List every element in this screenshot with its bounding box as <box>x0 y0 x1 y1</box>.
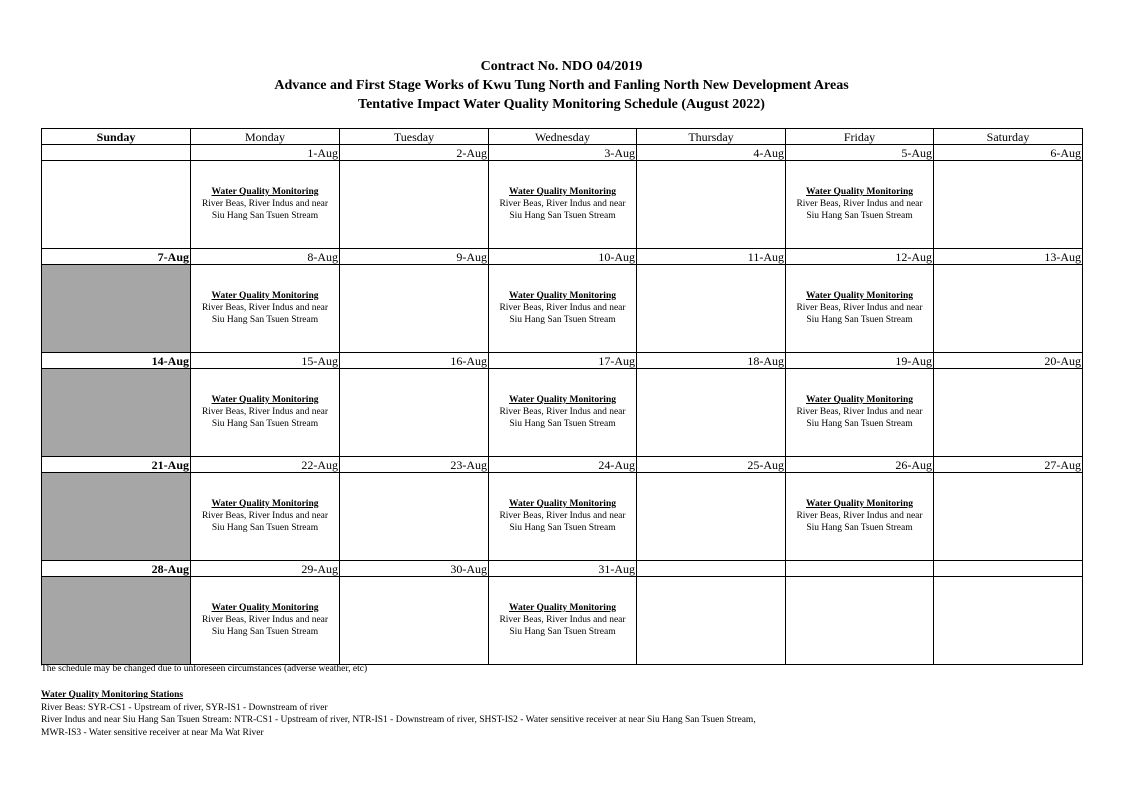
week-date-row <box>42 457 1083 473</box>
monitoring-event <box>191 577 339 638</box>
event-location: Siu Hang San Tsuen Stream <box>211 315 319 325</box>
station-line: River Beas: SYR-CS1 - Upstream of river, SYR-IS1 - Downstream of river <box>41 702 328 713</box>
week-date-row <box>42 145 1083 161</box>
day-cell <box>786 161 934 249</box>
day-cell <box>934 161 1083 249</box>
event-location: River Beas, River Indus and near <box>796 303 923 313</box>
event-title: Water Quality Monitoring <box>211 395 319 405</box>
day-cell <box>191 265 340 353</box>
day-cell <box>489 369 637 457</box>
day-date: 11-Aug <box>637 249 786 265</box>
day-cell <box>637 265 786 353</box>
monitoring-event <box>786 161 933 222</box>
event-location: River Beas, River Indus and near <box>499 407 626 417</box>
day-date: 26-Aug <box>786 457 934 473</box>
day-cell <box>340 577 489 665</box>
monitoring-event <box>786 265 933 326</box>
day-cell <box>786 473 934 561</box>
weekday-header: Wednesday <box>489 129 637 145</box>
day-cell <box>340 369 489 457</box>
day-date: 17-Aug <box>489 353 637 369</box>
event-location: Siu Hang San Tsuen Stream <box>806 211 913 221</box>
monitoring-event <box>489 265 636 326</box>
day-cell <box>637 161 786 249</box>
day-date <box>934 561 1083 577</box>
day-date <box>786 561 934 577</box>
day-cell <box>489 473 637 561</box>
day-date: 10-Aug <box>489 249 637 265</box>
day-cell <box>934 473 1083 561</box>
event-location: River Beas, River Indus and near <box>201 407 329 417</box>
day-cell <box>489 161 637 249</box>
day-date: 4-Aug <box>637 145 786 161</box>
day-cell <box>934 265 1083 353</box>
event-title: Water Quality Monitoring <box>211 603 319 613</box>
day-cell <box>191 161 340 249</box>
event-location: Siu Hang San Tsuen Stream <box>211 627 319 637</box>
day-cell <box>191 473 340 561</box>
event-location: River Beas, River Indus and near <box>796 407 923 417</box>
event-location: River Beas, River Indus and near <box>201 199 329 209</box>
week-date-row <box>42 353 1083 369</box>
weekday-header: Friday <box>786 129 934 145</box>
monitoring-event <box>191 265 339 326</box>
day-date: 28-Aug <box>42 561 191 577</box>
event-location: Siu Hang San Tsuen Stream <box>211 419 319 429</box>
event-title: Water Quality Monitoring <box>806 187 913 197</box>
event-location: River Beas, River Indus and near <box>499 199 626 209</box>
event-location: Siu Hang San Tsuen Stream <box>211 211 319 221</box>
day-cell <box>42 265 191 353</box>
day-date <box>42 145 191 161</box>
station-line: River Indus and near Siu Hang San Tsuen Stream: NTR-CS1 - Upstream of river, NTR-IS1 - Downstream of river, SHST-IS2 - Water sensitive receiver at near Siu Hang San Tsuen Stream, <box>41 715 756 725</box>
day-cell <box>637 577 786 665</box>
weekday-header: Monday <box>191 129 340 145</box>
event-location: Siu Hang San Tsuen Stream <box>509 419 616 429</box>
schedule-note: The schedule may be changed due to unforeseen circumstances (adverse weather, etc) <box>41 664 368 674</box>
day-cell <box>42 161 191 249</box>
event-title: Water Quality Monitoring <box>509 291 616 301</box>
schedule-header <box>0 57 1123 114</box>
day-date: 7-Aug <box>42 249 191 265</box>
event-location: River Beas, River Indus and near <box>499 303 626 313</box>
event-title: Water Quality Monitoring <box>211 499 319 509</box>
day-date: 20-Aug <box>934 353 1083 369</box>
day-date: 12-Aug <box>786 249 934 265</box>
day-date: 24-Aug <box>489 457 637 473</box>
day-date: 5-Aug <box>786 145 934 161</box>
day-date: 22-Aug <box>191 457 340 473</box>
event-title: Water Quality Monitoring <box>211 187 319 197</box>
day-cell <box>42 473 191 561</box>
day-date: 6-Aug <box>934 145 1083 161</box>
day-cell <box>786 577 934 665</box>
week-body-row <box>42 369 1083 457</box>
week-date-row <box>42 561 1083 577</box>
day-cell <box>340 265 489 353</box>
week-body-row <box>42 161 1083 249</box>
day-date <box>637 561 786 577</box>
day-cell <box>637 473 786 561</box>
day-date: 31-Aug <box>489 561 637 577</box>
weekday-header: Tuesday <box>340 129 489 145</box>
event-title: Water Quality Monitoring <box>509 603 616 613</box>
contract-number: Contract No. NDO 04/2019 <box>480 59 643 74</box>
event-title: Water Quality Monitoring <box>509 187 616 197</box>
day-date: 1-Aug <box>191 145 340 161</box>
event-title: Water Quality Monitoring <box>509 499 616 509</box>
day-date: 27-Aug <box>934 457 1083 473</box>
event-title: Water Quality Monitoring <box>806 291 913 301</box>
calendar-table <box>41 128 1083 665</box>
day-cell <box>934 369 1083 457</box>
day-date: 8-Aug <box>191 249 340 265</box>
monitoring-event <box>191 161 339 222</box>
event-location: Siu Hang San Tsuen Stream <box>806 315 913 325</box>
event-title: Water Quality Monitoring <box>211 291 319 301</box>
monitoring-event <box>489 161 636 222</box>
event-location: River Beas, River Indus and near <box>796 199 923 209</box>
event-location: Siu Hang San Tsuen Stream <box>509 627 616 637</box>
day-date: 16-Aug <box>340 353 489 369</box>
day-cell <box>934 577 1083 665</box>
day-cell <box>191 369 340 457</box>
event-location: Siu Hang San Tsuen Stream <box>211 523 319 533</box>
event-location: Siu Hang San Tsuen Stream <box>509 315 616 325</box>
event-location: Siu Hang San Tsuen Stream <box>806 419 913 429</box>
week-body-row <box>42 577 1083 665</box>
day-date: 9-Aug <box>340 249 489 265</box>
monitoring-stations <box>41 689 756 739</box>
day-cell <box>340 473 489 561</box>
week-body-row <box>42 473 1083 561</box>
day-cell <box>191 577 340 665</box>
event-title: Water Quality Monitoring <box>509 395 616 405</box>
monitoring-event <box>786 369 933 430</box>
monitoring-event <box>489 473 636 534</box>
day-date: 23-Aug <box>340 457 489 473</box>
day-date: 30-Aug <box>340 561 489 577</box>
monitoring-event <box>191 369 339 430</box>
schedule-title: Tentative Impact Water Quality Monitoring Schedule (August 2022) <box>358 97 765 112</box>
station-line: MWR-IS3 - Water sensitive receiver at near Ma Wat River <box>41 727 264 738</box>
day-date: 18-Aug <box>637 353 786 369</box>
monitoring-event <box>191 473 339 534</box>
day-cell <box>340 161 489 249</box>
day-date: 13-Aug <box>934 249 1083 265</box>
monitoring-event <box>489 369 636 430</box>
day-date: 15-Aug <box>191 353 340 369</box>
monitoring-event <box>489 577 636 638</box>
day-cell <box>786 369 934 457</box>
weekday-header: Sunday <box>42 129 191 145</box>
day-cell <box>786 265 934 353</box>
day-date: 25-Aug <box>637 457 786 473</box>
event-location: Siu Hang San Tsuen Stream <box>806 523 913 533</box>
event-location: Siu Hang San Tsuen Stream <box>509 523 616 533</box>
day-date: 19-Aug <box>786 353 934 369</box>
event-location: River Beas, River Indus and near <box>201 511 329 521</box>
project-title: Advance and First Stage Works of Kwu Tung North and Fanling North New Development Areas <box>274 78 849 93</box>
weekday-header: Saturday <box>934 129 1083 145</box>
stations-title: Water Quality Monitoring Stations <box>41 690 184 700</box>
day-cell <box>489 265 637 353</box>
day-cell <box>42 369 191 457</box>
weekday-header-row <box>42 129 1083 145</box>
event-title: Water Quality Monitoring <box>806 499 913 509</box>
day-date: 29-Aug <box>191 561 340 577</box>
day-cell <box>637 369 786 457</box>
calendar-body <box>42 145 1083 665</box>
event-location: River Beas, River Indus and near <box>201 615 329 625</box>
day-cell <box>489 577 637 665</box>
monitoring-event <box>786 473 933 534</box>
day-date: 2-Aug <box>340 145 489 161</box>
day-date: 14-Aug <box>42 353 191 369</box>
event-location: River Beas, River Indus and near <box>499 615 626 625</box>
event-location: River Beas, River Indus and near <box>499 511 626 521</box>
weekday-header: Thursday <box>637 129 786 145</box>
day-date: 3-Aug <box>489 145 637 161</box>
day-cell <box>42 577 191 665</box>
event-location: Siu Hang San Tsuen Stream <box>509 211 616 221</box>
week-date-row <box>42 249 1083 265</box>
event-location: River Beas, River Indus and near <box>796 511 923 521</box>
event-location: River Beas, River Indus and near <box>201 303 329 313</box>
week-body-row <box>42 265 1083 353</box>
event-title: Water Quality Monitoring <box>806 395 913 405</box>
day-date: 21-Aug <box>42 457 191 473</box>
